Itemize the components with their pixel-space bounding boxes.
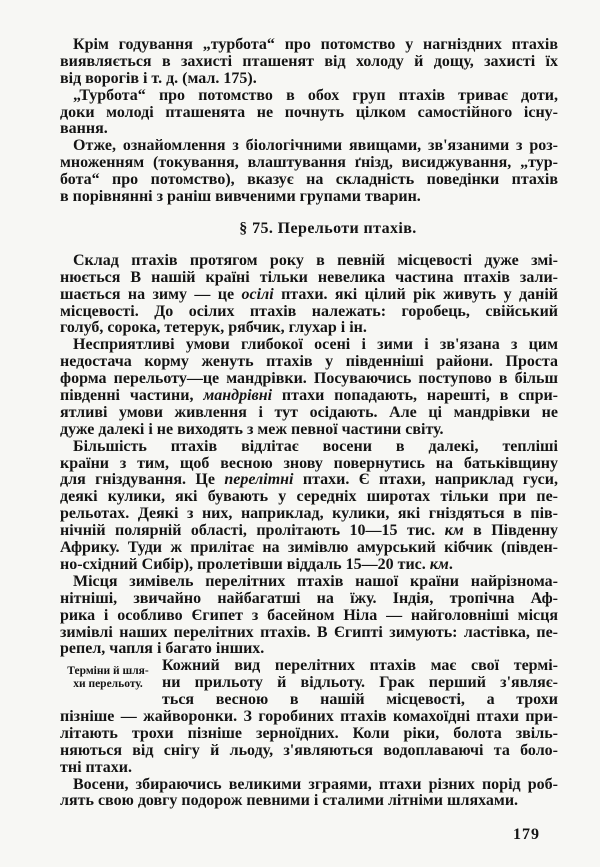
text-line: форма перельоту—це мандрівки. Посуваючись поступово в більш <box>60 370 558 388</box>
text-line: бота“ про потомство), вказує на складність поведінки птахів <box>60 171 558 189</box>
italic-term: мандрівні <box>203 387 273 405</box>
text-line: репел, чапля і багато інших. <box>60 640 265 658</box>
text-line: літають трохи пізніше зерноїдних. Коли ріки, болота звіль- <box>60 724 558 742</box>
italic-term: перелітні <box>224 471 294 489</box>
text-line: в порівнянні з раніш вивченими групами тварин. <box>60 188 421 206</box>
paragraph <box>60 574 558 658</box>
text-line: дуже далекі і не виходять з меж певної частини світу. <box>60 420 444 438</box>
text-line: голуб, сорока, тетерук, рябчик, глухар і ін. <box>60 319 367 337</box>
text-line: нітніші, звичайно найбагатші на їжу. Індія, тропічна Аф- <box>60 589 558 607</box>
body-text <box>60 37 558 810</box>
text-segment: но-східний Сибір), пролетівши віддаль 15—20 тис. <box>60 555 430 573</box>
text-line: доки молоді пташенята не почнуть цілком самостійного існу- <box>60 103 558 121</box>
text-line: пізніше — жайворонки. З горобиних птахів комахоїдні птахи при- <box>60 707 558 725</box>
section-heading: § 75. Перельоти птахів. <box>239 219 417 237</box>
text-line: місцевості. До осілих птахів належать: горобець, свійський <box>60 302 558 320</box>
italic-term: км <box>444 522 464 540</box>
text-line: недостача корму женуть птахів у південніші райони. Проста <box>60 353 558 371</box>
text-segment: нічній полярній області, пролітають 10—15 тис. <box>60 522 445 540</box>
text-line: рика і особливо Єгипет з басейном Ніла — найголовніші місця <box>60 606 558 624</box>
text-line: лять свою довгу подорож певними і сталими літніми шляхами. <box>60 792 519 810</box>
text-line: Кожний вид перелітних птахів має свої термі- <box>162 657 558 675</box>
text-line <box>60 472 558 489</box>
italic-term: осілі <box>241 285 274 303</box>
text-line: Місця зимівель перелітних птахів нашої країни найрізнома- <box>73 572 558 590</box>
text-line: вання. <box>60 120 108 138</box>
paragraph <box>60 253 558 337</box>
margin-note <box>60 665 156 691</box>
italic-term: км <box>429 555 449 573</box>
text-line: нюється В нашій країні тільки невелика частина птахів зали- <box>60 268 558 286</box>
text-line: Більшість птахів відлітає восени в далекі, тепліші <box>73 437 558 455</box>
margin-note-line: хи перельоту. <box>73 678 143 691</box>
paragraph-with-margin-note <box>60 658 558 776</box>
text-line: країни з тим, щоб весною знову повернутись на батьківщину <box>60 454 558 472</box>
text-line <box>60 287 558 304</box>
text-line: Склад птахів протягом року в певній місцевості дуже змі- <box>73 251 558 269</box>
text-line: Отже, ознайомлення з біологічними явищами, зв'язаними з роз- <box>73 137 558 155</box>
text-line: деякі кулики, які бувають у середніх широтах тільки при пе- <box>60 488 558 506</box>
paragraph <box>60 37 558 88</box>
text-line: тні птахи. <box>60 758 133 776</box>
text-segment: шається на зиму — це <box>60 285 242 303</box>
text-line: ни прильоту й відльоту. Грак перший з'являє- <box>162 674 558 692</box>
text-line: ятливі умови живлення і тут осідають. Але ці мандрівки не <box>60 403 558 421</box>
paragraph <box>60 337 558 438</box>
text-segment: в Південну <box>463 522 559 540</box>
text-line: Крім годування „турбота“ про потомство у нагніздних птахів <box>73 36 558 53</box>
text-segment: . <box>448 555 453 573</box>
text-line: няються від снігу й льоду, з'являються водоплаваючі та боло- <box>60 741 558 759</box>
page-number: 179 <box>513 826 540 843</box>
text-line: від ворогів і т. д. (мал. 175). <box>60 69 257 87</box>
paragraph <box>60 138 558 206</box>
text-line: Африку. Туди ж прилітає на зимівлю амурський кібчик (півден- <box>60 539 558 557</box>
text-line <box>60 388 558 405</box>
text-line: рельотах. Деякі з них, наприклад, кулики, які гніздяться в пів- <box>60 505 558 523</box>
text-line: Несприятливі умови глибокої осені і зими і зв'язана з цим <box>73 336 558 354</box>
paragraph <box>60 777 558 811</box>
text-line: множенням (токування, влаштування ґнізд, висиджування, „тур- <box>60 154 558 172</box>
text-segment: птахи. Є птахи, наприклад гуси, <box>293 471 558 489</box>
text-segment: птахи. які цілий рік живуть у даній <box>273 285 558 303</box>
text-segment: південні частини, <box>60 387 204 405</box>
text-line: ться весною в нашій місцевості, а трохи <box>162 691 558 709</box>
text-line <box>60 557 558 574</box>
text-segment: для гніздування. Це <box>60 471 225 489</box>
text-line: виявляється в захисті пташенят від холоду й дощу, захисті їх <box>60 52 558 70</box>
text-line: зимівлі наших перелітних птахів. В Єгипті зимують: ластівка, пе- <box>60 623 558 641</box>
text-line: „Турбота“ про потомство в обох груп птахів триває доти, <box>73 86 558 104</box>
margin-note-line: Терміни й шля- <box>67 665 149 678</box>
text-line <box>60 523 558 540</box>
paragraph <box>60 439 558 574</box>
text-segment: птахи попадають, нарешті, в спри- <box>272 387 559 405</box>
text-line: Восени, збираючись великими зграями, птахи різних порід роб- <box>73 775 558 793</box>
paragraph <box>60 88 558 139</box>
